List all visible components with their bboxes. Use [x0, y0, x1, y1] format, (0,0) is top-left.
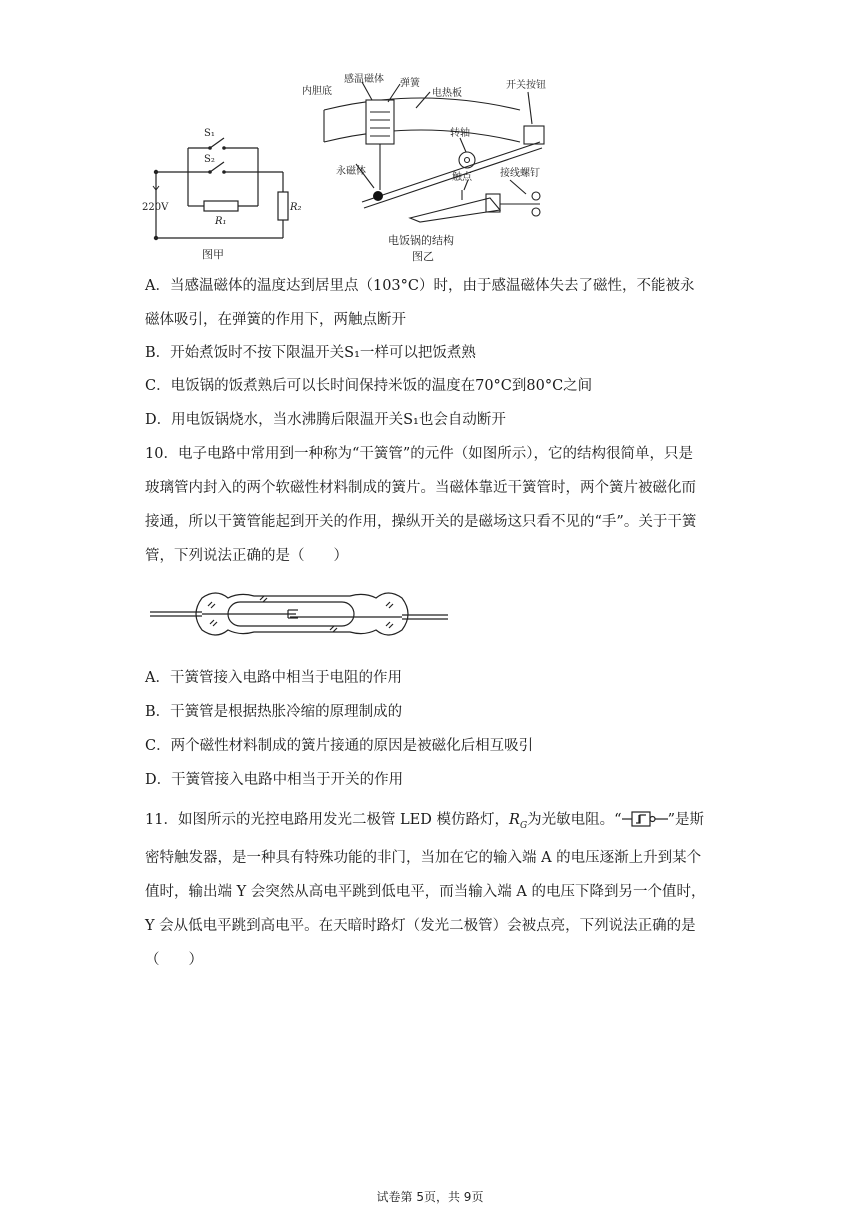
q10-stem-line1: 10．电子电路中常用到一种称为“干簧管”的元件（如图所示），它的结构很简单，只是 [145, 446, 694, 462]
q9-option-c: C．电饭锅的饭煮熟后可以长时间保持米饭的温度在70°C到80°C之间 [145, 378, 593, 394]
label-r2: R₂ [290, 202, 302, 213]
q9-option-d: D．用电饭锅烧水，当水沸腾后限温开关S₁也会自动断开 [145, 412, 506, 428]
rg-symbol: R [509, 812, 520, 828]
q11-line1-start: 11．如图所示的光控电路用发光二极管 LED 模仿路灯， [145, 812, 510, 828]
schmitt-trigger-symbol [622, 811, 668, 827]
label-inner-pot: 内胆底 [302, 86, 332, 97]
label-sensor-magnet: 感温磁体 [344, 74, 384, 85]
q11-stem-line1 [145, 810, 704, 836]
label-contact: 触点 [452, 172, 472, 183]
q10-stem-line2: 玻璃管内封入的两个软磁性材料制成的簧片。当磁体靠近干簧管时，两个簧片被磁化而 [145, 480, 696, 496]
label-switch-button: 开关按钮 [506, 80, 546, 91]
q9-option-a-line2: 磁体吸引，在弹簧的作用下，两触点断开 [145, 312, 406, 328]
q10-option-d: D．干簧管接入电路中相当于开关的作用 [145, 772, 404, 788]
q9-option-a-line1: A．当感温磁体的温度达到居里点（103°C）时，由于感温磁体失去了磁性，不能被永 [145, 278, 695, 294]
page-footer: 试卷第 5页，共 9页 [376, 1190, 484, 1204]
label-spring: 弹簧 [400, 78, 420, 89]
q11-line1-mid: 为光敏电阻。“ [527, 812, 622, 828]
caption-structure: 电饭锅的结构 [388, 234, 454, 247]
caption-yi: 图乙 [412, 250, 434, 263]
label-s1: S₁ [204, 128, 215, 139]
rice-cooker-diagram-yi [300, 72, 560, 272]
q9-option-b: B．开始煮饭时不按下限温开关S₁一样可以把饭煮熟 [145, 345, 476, 361]
q11-stem-line2: 密特触发器，是一种具有特殊功能的非门，当加在它的输入端 A 的电压逐渐上升到某个 [145, 850, 702, 866]
q11-stem-line3: 值时，输出端 Y 会突然从高电平跳到低电平，而当输入端 A 的电压下降到另一个值时， [145, 884, 706, 900]
q11-stem-line4: Y 会从低电平跳到高电平。在天暗时路灯（发光二极管）会被点亮，下列说法正确的是 [145, 918, 696, 934]
label-s2: S₂ [204, 154, 215, 165]
q11-line1-end: ”是斯 [667, 812, 704, 828]
label-heater: 电热板 [432, 88, 462, 99]
label-r1: R₁ [215, 216, 227, 227]
label-terminal-screw: 接线螺钉 [500, 168, 540, 179]
rg-subscript: G [519, 820, 528, 831]
label-pivot: 转轴 [450, 128, 470, 139]
caption-jia: 图甲 [202, 248, 224, 261]
label-permanent-magnet: 永磁体 [336, 166, 366, 177]
q11-stem-line5: （ ） [145, 952, 203, 968]
label-voltage: 220V [142, 202, 169, 213]
q10-option-a: A．干簧管接入电路中相当于电阻的作用 [145, 670, 402, 686]
q10-stem-line3: 接通，所以干簧管能起到开关的作用，操纵开关的是磁场这只看不见的“手”。关于干簧 [145, 514, 697, 530]
q10-stem-line4: 管，下列说法正确的是（ ） [145, 548, 348, 564]
q10-option-b: B．干簧管是根据热胀冷缩的原理制成的 [145, 704, 403, 720]
reed-switch-figure [150, 584, 450, 646]
q10-option-c: C．两个磁性材料制成的簧片接通的原因是被磁化后相互吸引 [145, 738, 534, 754]
circuit-diagram-jia [140, 120, 310, 270]
